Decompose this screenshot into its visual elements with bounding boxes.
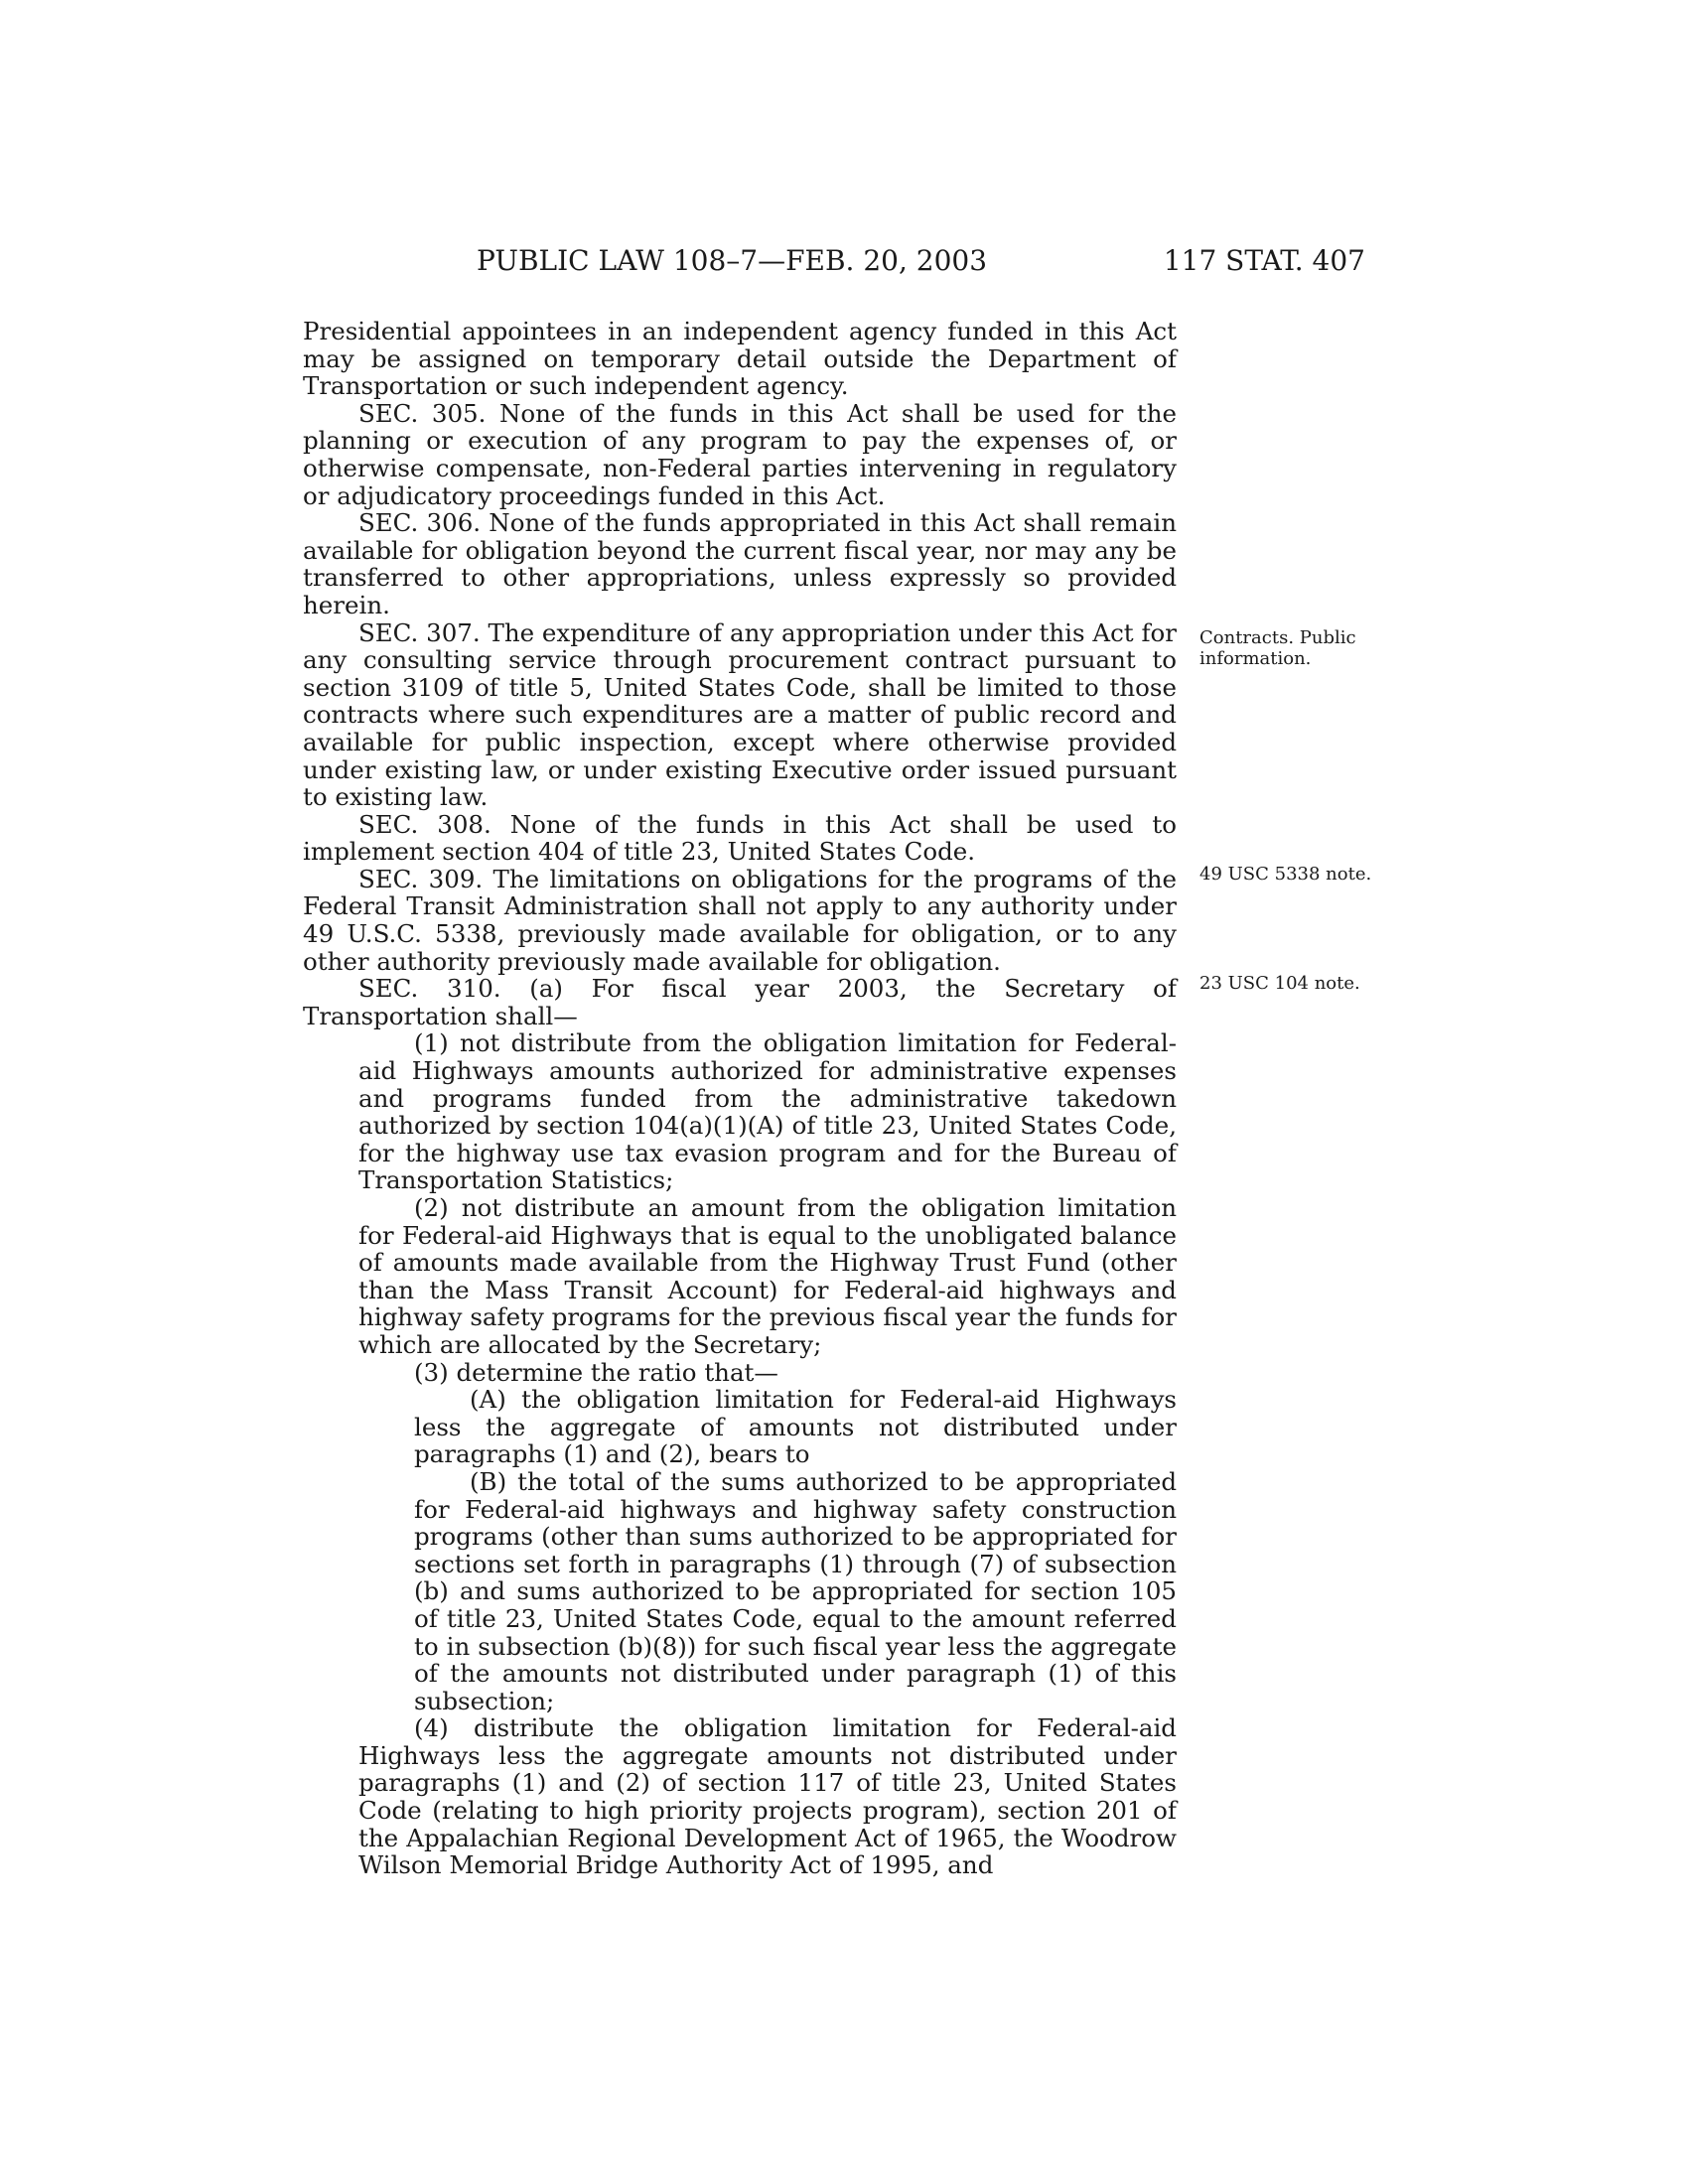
section-309: SEC. 309. The limitations on obligations for the programs of the Federal Transit Administration shall not apply to any authority under 49 U.S.C. 5338, previously made available for obligation, or to any other authority previously made available for obligation. (303, 864, 1177, 976)
margin-note-contracts: Contracts. Public information. (1199, 627, 1356, 669)
statute-body (303, 318, 1177, 1879)
paragraph-4: (4) distribute the obligation limitation for Federal-aid Highways less the aggregate amounts not distributed under paragraphs (1) and (2) of section 117 of title 23, United States Code (relating to high priority projects program), section 201 of the Appalachian Regional Development Act of 1965, the Woodrow Wilson Memorial Bridge Authority Act of 1995, and (358, 1713, 1177, 1880)
paragraph-3: (3) determine the ratio that— (414, 1357, 778, 1387)
subparagraph-b: (B) the total of the sums authorized to be appropriated for Federal-aid highways and highway safety construction programs (other than sums authorized to be appropriated for sections set forth in paragraphs (1) through (7) of subsection (b) and sums authorized to be appropriated for section 105 of title 23, United States Code, equal to the amount referred to in subsection (b)(8)) for such fiscal year less the aggregate of the amounts not distributed under paragraph (1) of this subsection; (414, 1466, 1177, 1715)
section-307: SEC. 307. The expenditure of any appropriation under this Act for any consulting service through procurement contract pursuant to section 3109 of title 5, United States Code, shall be limited to those contracts where such expenditures are a matter of public record and available for public inspection, except where otherwise provided under existing law, or under existing Executive order issued pursuant to existing law. (303, 617, 1177, 812)
margin-note-49-usc: 49 USC 5338 note. (1199, 864, 1372, 885)
paragraph-2: (2) not distribute an amount from the obligation limitation for Federal-aid Highways that is equal to the unobligated balance of amounts made available from the Highway Trust Fund (other than the Mass Transit Account) for Federal-aid highways and highway safety programs for the previous fiscal year the funds for which are allocated by the Secretary; (358, 1193, 1177, 1359)
section-306: SEC. 306. None of the funds appropriated in this Act shall remain available for obligation beyond the current fiscal year, nor may any be transferred to other appropriations, unless expressly so provided herein. (303, 508, 1177, 619)
running-head: PUBLIC LAW 108–7—FEB. 20, 2003 (477, 244, 988, 277)
section-310: SEC. 310. (a) For fiscal year 2003, the Secretary of Transportation shall— (303, 974, 1177, 1030)
page-header (303, 244, 1365, 284)
section-305: SEC. 305. None of the funds in this Act shall be used for the planning or execution of any program to pay the expenses of, or otherwise compensate, non-Federal parties intervening in regulatory or adjudicatory proceedings funded in this Act. (303, 398, 1178, 510)
paragraph-continued: Presidential appointees in an independent agency funded in this Act may be assigned on temporary detail outside the Department of Transportation or such independent agency. (303, 317, 1177, 401)
margin-note-23-usc: 23 USC 104 note. (1199, 973, 1360, 994)
section-308: SEC. 308. None of the funds in this Act shall be used to implement section 404 of title 23, United States Code. (303, 809, 1177, 867)
paragraph-1: (1) not distribute from the obligation limitation for Federal-aid Highways amounts authorized for administrative expenses and programs funded from the administrative takedown authorized by section 104(a)(1)(A) of title 23, United States Code, for the highway use tax evasion program and for the Bureau of Transportation Statistics; (358, 1028, 1177, 1195)
subparagraph-a: (A) the obligation limitation for Federal-aid Highways less the aggregate of amounts not distributed under paragraphs (1) and (2), bears to (414, 1385, 1177, 1469)
stat-page-number: 117 STAT. 407 (1163, 244, 1365, 277)
